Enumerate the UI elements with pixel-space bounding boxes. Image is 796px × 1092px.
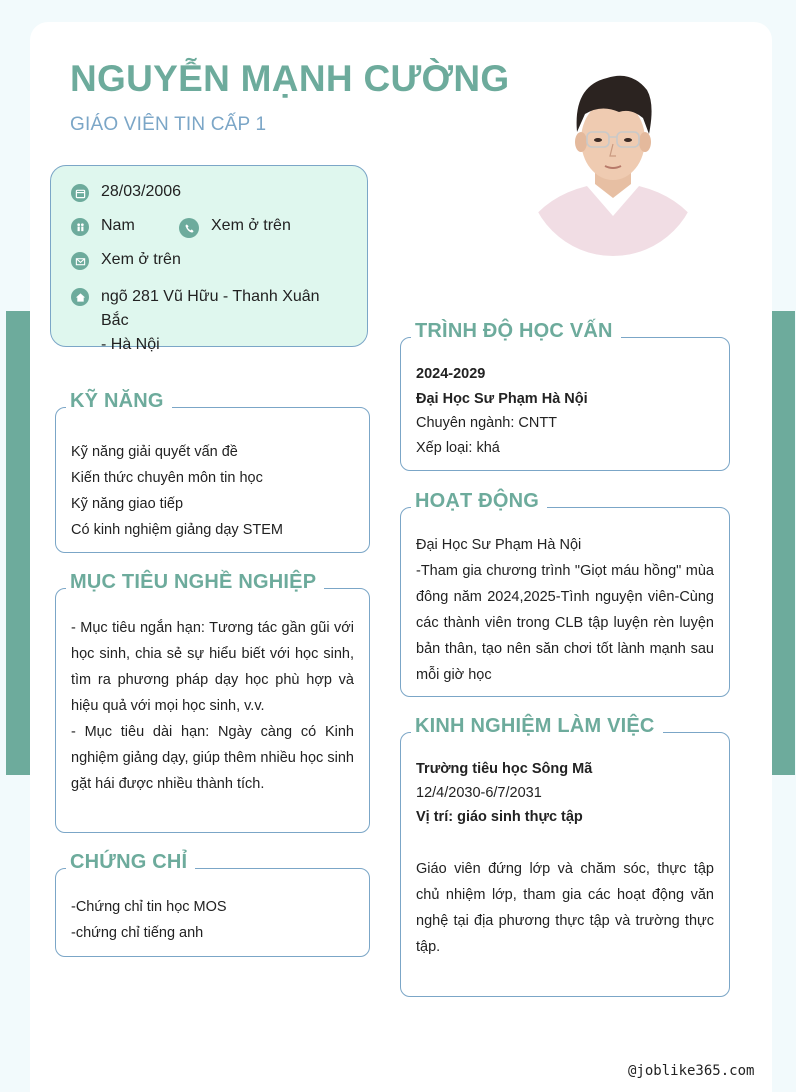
- skill-item: Kiến thức chuyên môn tin học: [71, 470, 263, 486]
- experience-period: 12/4/2030-6/7/2031: [416, 785, 542, 801]
- education-years: 2024-2029: [416, 366, 486, 382]
- certificates-list: [71, 894, 354, 946]
- watermark: @joblike365.com: [628, 1063, 755, 1079]
- phone-row: [179, 217, 291, 238]
- skill-item: Kỹ năng giao tiếp: [71, 496, 184, 512]
- activities-section: [400, 490, 730, 697]
- career-goals-section: [55, 571, 370, 833]
- education-section: [400, 320, 730, 471]
- right-accent-band: [771, 311, 795, 775]
- education-school: Đại Học Sư Phạm Hà Nội: [416, 390, 588, 407]
- gender-row: [71, 217, 135, 236]
- skill-item: Kỹ năng giải quyết vấn đề: [71, 444, 238, 460]
- address-row: [71, 285, 351, 357]
- activities-body: [416, 532, 714, 688]
- experience-title: KINH NGHIỆM LÀM VIỆC: [411, 715, 663, 738]
- birthday-value: 28/03/2006: [101, 183, 182, 200]
- candidate-name: NGUYỄN MẠNH CƯỜNG: [70, 58, 510, 99]
- education-major: Chuyên ngành: CNTT: [416, 415, 558, 431]
- job-title: GIÁO VIÊN TIN CẤP 1: [70, 114, 267, 135]
- profile-photo: [527, 56, 699, 256]
- gender-value: Nam: [101, 217, 135, 234]
- address-value: [101, 285, 351, 357]
- calendar-icon: [71, 184, 89, 202]
- phone-icon: [179, 218, 199, 238]
- gender-icon: [71, 218, 89, 236]
- education-grade: Xếp loại: khá: [416, 439, 500, 456]
- activities-title: HOẠT ĐỘNG: [411, 490, 547, 513]
- education-title: TRÌNH ĐỘ HỌC VẤN: [411, 320, 621, 343]
- activities-description: -Tham gia chương trình "Giọt máu hồng" mùa đông năm 2024,2025-Tình nguyện viên-Cùng các thành viên trong CLB tập luyện rèn luyện bản thân, tạo nên săn chơi tốt lành mạnh sau mỗi giờ học: [416, 563, 714, 683]
- experience-header: [416, 757, 714, 829]
- experience-company: Trường tiêu học Sông Mã: [416, 761, 593, 777]
- short-term-goal: - Mục tiêu ngắn hạn: Tương tác gần gũi với học sinh, chia sẻ sự hiểu biết với học sinh, tìm ra phương pháp dạy học phù hợp và hiệu quả với mọi học sinh, v.v.: [71, 620, 354, 714]
- address-line-2: - Hà Nội: [101, 336, 160, 353]
- left-accent-band: [6, 311, 30, 775]
- experience-section: [400, 715, 730, 997]
- birthday-row: [71, 183, 181, 202]
- address-line-1: ngõ 281 Vũ Hữu - Thanh Xuân Bắc: [101, 288, 320, 329]
- certificate-item: -chứng chỉ tiếng anh: [71, 925, 204, 941]
- experience-position: Vị trí: giáo sinh thực tập: [416, 809, 583, 825]
- certificate-item: -Chứng chỉ tin học MOS: [71, 899, 227, 915]
- email-icon: [71, 252, 89, 270]
- experience-description: Giáo viên đứng lớp và chăm sóc, thực tập chủ nhiệm lớp, tham gia các hoạt động văn nghệ tại địa phương thực tập và trường thực tập.: [416, 861, 714, 955]
- experience-body: [416, 856, 714, 960]
- skill-item: Có kinh nghiệm giảng dạy STEM: [71, 522, 283, 538]
- email-row: [71, 251, 181, 270]
- certificates-section: [55, 851, 370, 957]
- career-goals-title: MỤC TIÊU NGHỀ NGHIỆP: [66, 571, 324, 594]
- activities-org: Đại Học Sư Phạm Hà Nội: [416, 537, 582, 553]
- career-goals-body: [71, 615, 354, 797]
- phone-value[interactable]: Xem ở trên: [211, 217, 291, 234]
- email-value[interactable]: Xem ở trên: [101, 251, 181, 268]
- certificates-title: CHỨNG CHỈ: [66, 851, 195, 874]
- skills-list: [71, 439, 354, 543]
- skills-section: [55, 390, 370, 553]
- long-term-goal: - Mục tiêu dài hạn: Ngày càng có Kinh nghiệm giảng dạy, giúp thêm nhiều học sinh gặt hái được nhiều thành tích.: [71, 724, 354, 792]
- education-body: [416, 362, 714, 460]
- home-icon: [71, 288, 89, 306]
- skills-title: KỸ NĂNG: [66, 390, 172, 413]
